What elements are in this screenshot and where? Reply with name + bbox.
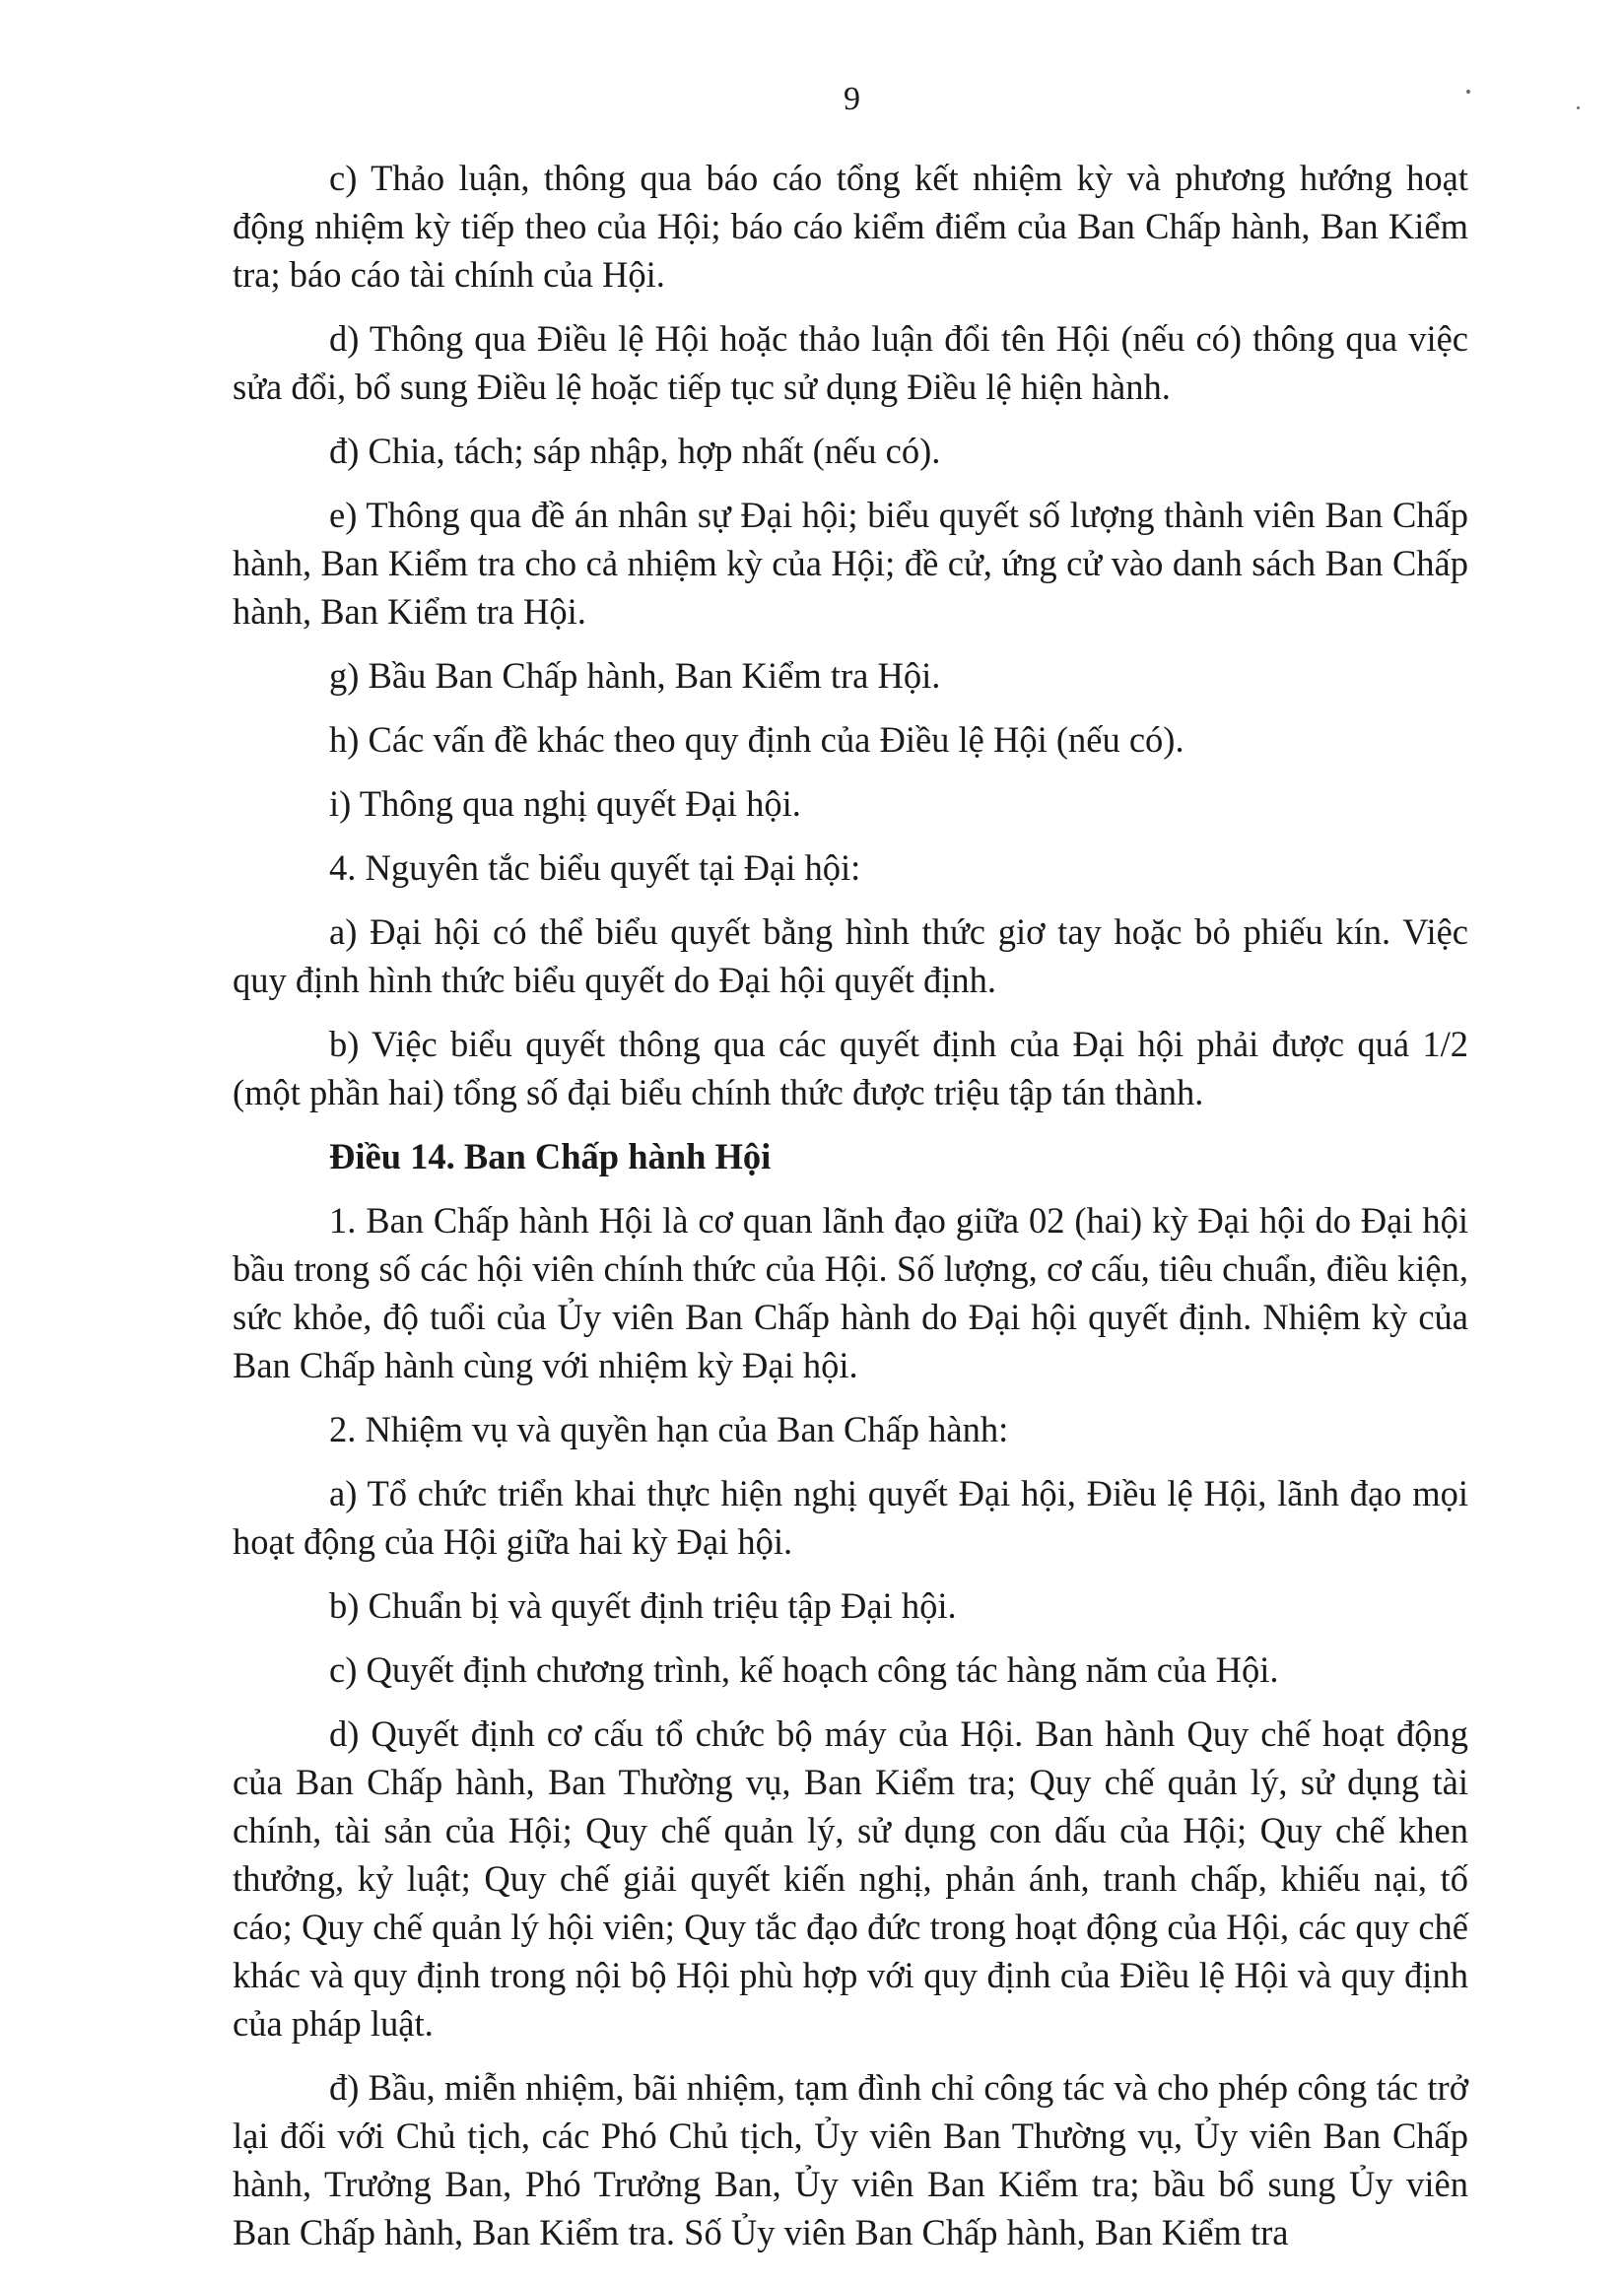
paragraph: a) Đại hội có thể biểu quyết bằng hình thức giơ tay hoặc bỏ phiếu kín. Việc quy định hình thức biểu quyết do Đại hội quyết định. bbox=[233, 911, 1468, 1000]
paragraph: i) Thông qua nghị quyết Đại hội. bbox=[329, 783, 801, 824]
paragraph: b) Chuẩn bị và quyết định triệu tập Đại hội. bbox=[329, 1585, 957, 1626]
paragraph: d) Quyết định cơ cấu tổ chức bộ máy của Hội. Ban hành Quy chế hoạt động của Ban Chấp hành, Ban Thường vụ, Ban Kiểm tra; Quy chế quản lý, sử dụng tài chính, tài sản của Hội; Quy chế quản lý, sử dụng con dấu của Hội; Quy chế khen thưởng, kỷ luật; Quy chế giải quyết kiến nghị, phản ánh, tranh chấp, khiếu nại, tố cáo; Quy chế quản lý hội viên; Quy tắc đạo đức trong hoạt động của Hội, các quy chế khác và quy định trong nội bộ Hội phù hợp với quy định của Điều lệ Hội và quy định của pháp luật. bbox=[233, 1713, 1468, 2044]
document-body bbox=[233, 154, 1468, 2272]
scan-speck bbox=[1466, 90, 1470, 94]
paragraph: g) Bầu Ban Chấp hành, Ban Kiểm tra Hội. bbox=[329, 655, 941, 696]
page-number: 9 bbox=[844, 81, 861, 117]
paragraph: d) Thông qua Điều lệ Hội hoặc thảo luận đổi tên Hội (nếu có) thông qua việc sửa đổi, bổ sung Điều lệ hoặc tiếp tục sử dụng Điều lệ hiện hành. bbox=[233, 318, 1468, 407]
paragraph: e) Thông qua đề án nhân sự Đại hội; biểu quyết số lượng thành viên Ban Chấp hành, Ban Kiểm tra cho cả nhiệm kỳ của Hội; đề cử, ứng cử vào danh sách Ban Chấp hành, Ban Kiểm tra Hội. bbox=[233, 495, 1468, 632]
paragraph: đ) Bầu, miễn nhiệm, bãi nhiệm, tạm đình chỉ công tác và cho phép công tác trở lại đối với Chủ tịch, các Phó Chủ tịch, Ủy viên Ban Thường vụ, Ủy viên Ban Chấp hành, Trưởng Ban, Phó Trưởng Ban, Ủy viên Ban Kiểm tra; bầu bổ sung Ủy viên Ban Chấp hành, Ban Kiểm tra. Số Ủy viên Ban Chấp hành, Ban Kiểm tra bbox=[233, 2067, 1468, 2252]
paragraph: h) Các vấn đề khác theo quy định của Điều lệ Hội (nếu có). bbox=[329, 719, 1184, 760]
paragraph: b) Việc biểu quyết thông qua các quyết định của Đại hội phải được quá 1/2 (một phần hai) tổng số đại biểu chính thức được triệu tập tán thành. bbox=[233, 1024, 1468, 1112]
scan-speck bbox=[1577, 106, 1580, 109]
paragraph: a) Tổ chức triển khai thực hiện nghị quyết Đại hội, Điều lệ Hội, lãnh đạo mọi hoạt động của Hội giữa hai kỳ Đại hội. bbox=[233, 1473, 1468, 1562]
paragraph: đ) Chia, tách; sáp nhập, hợp nhất (nếu có). bbox=[329, 431, 941, 471]
paragraph: 1. Ban Chấp hành Hội là cơ quan lãnh đạo giữa 02 (hai) kỳ Đại hội do Đại hội bầu trong số các hội viên chính thức của Hội. Số lượng, cơ cấu, tiêu chuẩn, điều kiện, sức khỏe, độ tuổi của Ủy viên Ban Chấp hành do Đại hội quyết định. Nhiệm kỳ của Ban Chấp hành cùng với nhiệm kỳ Đại hội. bbox=[233, 1200, 1468, 1385]
paragraph: c) Quyết định chương trình, kế hoạch công tác hàng năm của Hội. bbox=[329, 1649, 1279, 1690]
article-heading: Điều 14. Ban Chấp hành Hội bbox=[329, 1136, 772, 1176]
paragraph: 4. Nguyên tắc biểu quyết tại Đại hội: bbox=[329, 847, 861, 888]
paragraph: 2. Nhiệm vụ và quyền hạn của Ban Chấp hành: bbox=[329, 1409, 1009, 1449]
paragraph: c) Thảo luận, thông qua báo cáo tổng kết nhiệm kỳ và phương hướng hoạt động nhiệm kỳ tiếp theo của Hội; báo cáo kiểm điểm của Ban Chấp hành, Ban Kiểm tra; báo cáo tài chính của Hội. bbox=[233, 158, 1468, 295]
